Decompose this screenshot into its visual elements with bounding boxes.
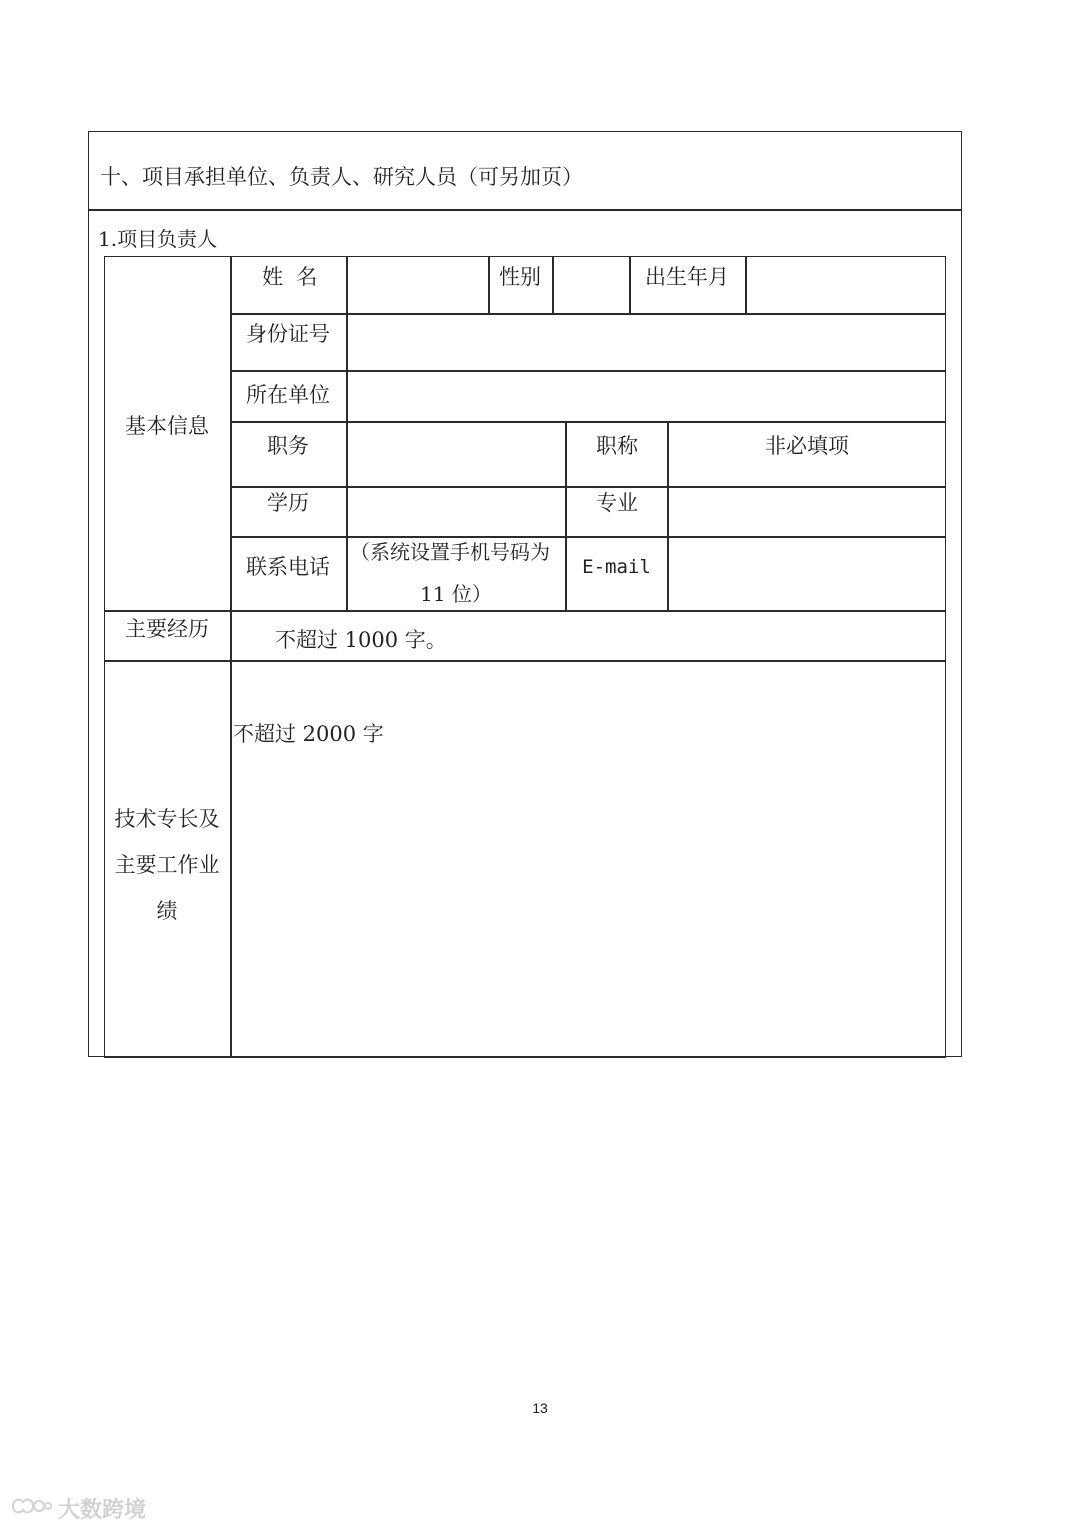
duty-label: 职务	[267, 434, 309, 458]
col-divider	[565, 421, 567, 610]
watermark-logo-icon	[10, 1494, 52, 1522]
tech-field[interactable]: 不超过 2000 字	[233, 722, 384, 746]
id-field[interactable]	[348, 315, 944, 369]
tech-label: 绩	[156, 899, 178, 923]
col-divider	[488, 256, 490, 313]
birth-label: 出生年月	[645, 265, 729, 289]
watermark-text: 大数跨境	[58, 1497, 147, 1523]
education-field[interactable]	[348, 488, 564, 535]
section-title: 十、项目承担单位、负责人、研究人员（可另加页）	[100, 165, 583, 189]
email-field[interactable]	[669, 538, 945, 609]
name-field[interactable]	[348, 258, 487, 312]
id-label: 身份证号	[246, 322, 330, 346]
col-divider	[629, 256, 631, 313]
phone-note: 11 位）	[420, 582, 492, 606]
gender-field[interactable]	[554, 258, 628, 312]
unit-field[interactable]	[348, 372, 944, 420]
birth-field[interactable]	[747, 258, 944, 312]
gender-label: 性别	[499, 265, 541, 289]
basic-info-label: 基本信息	[125, 414, 209, 438]
email-label: E-mail	[582, 556, 651, 578]
watermark	[10, 1493, 146, 1523]
phone-note[interactable]: （系统设置手机号码为	[350, 540, 550, 564]
phone-label: 联系电话	[246, 555, 330, 579]
row-divider	[230, 421, 946, 423]
row-divider	[104, 660, 946, 662]
page-number: 13	[532, 1400, 548, 1416]
title-label: 职称	[596, 434, 638, 458]
major-label: 专业	[596, 491, 638, 515]
tech-label: 主要工作业	[114, 853, 220, 877]
sub-section-title: 1.项目负责人	[98, 227, 218, 251]
experience-label: 主要经历	[125, 617, 209, 641]
major-field[interactable]	[669, 488, 945, 535]
row-divider	[104, 610, 946, 612]
section-divider	[88, 209, 962, 211]
title-note[interactable]: 非必填项	[765, 434, 849, 458]
col-divider	[230, 256, 232, 1058]
tech-label: 技术专长及	[114, 807, 220, 831]
unit-label: 所在单位	[246, 383, 330, 407]
name-label: 姓 名	[262, 265, 318, 289]
duty-field[interactable]	[348, 423, 564, 485]
education-label: 学历	[267, 491, 309, 515]
experience-field[interactable]: 不超过 1000 字。	[275, 628, 447, 652]
